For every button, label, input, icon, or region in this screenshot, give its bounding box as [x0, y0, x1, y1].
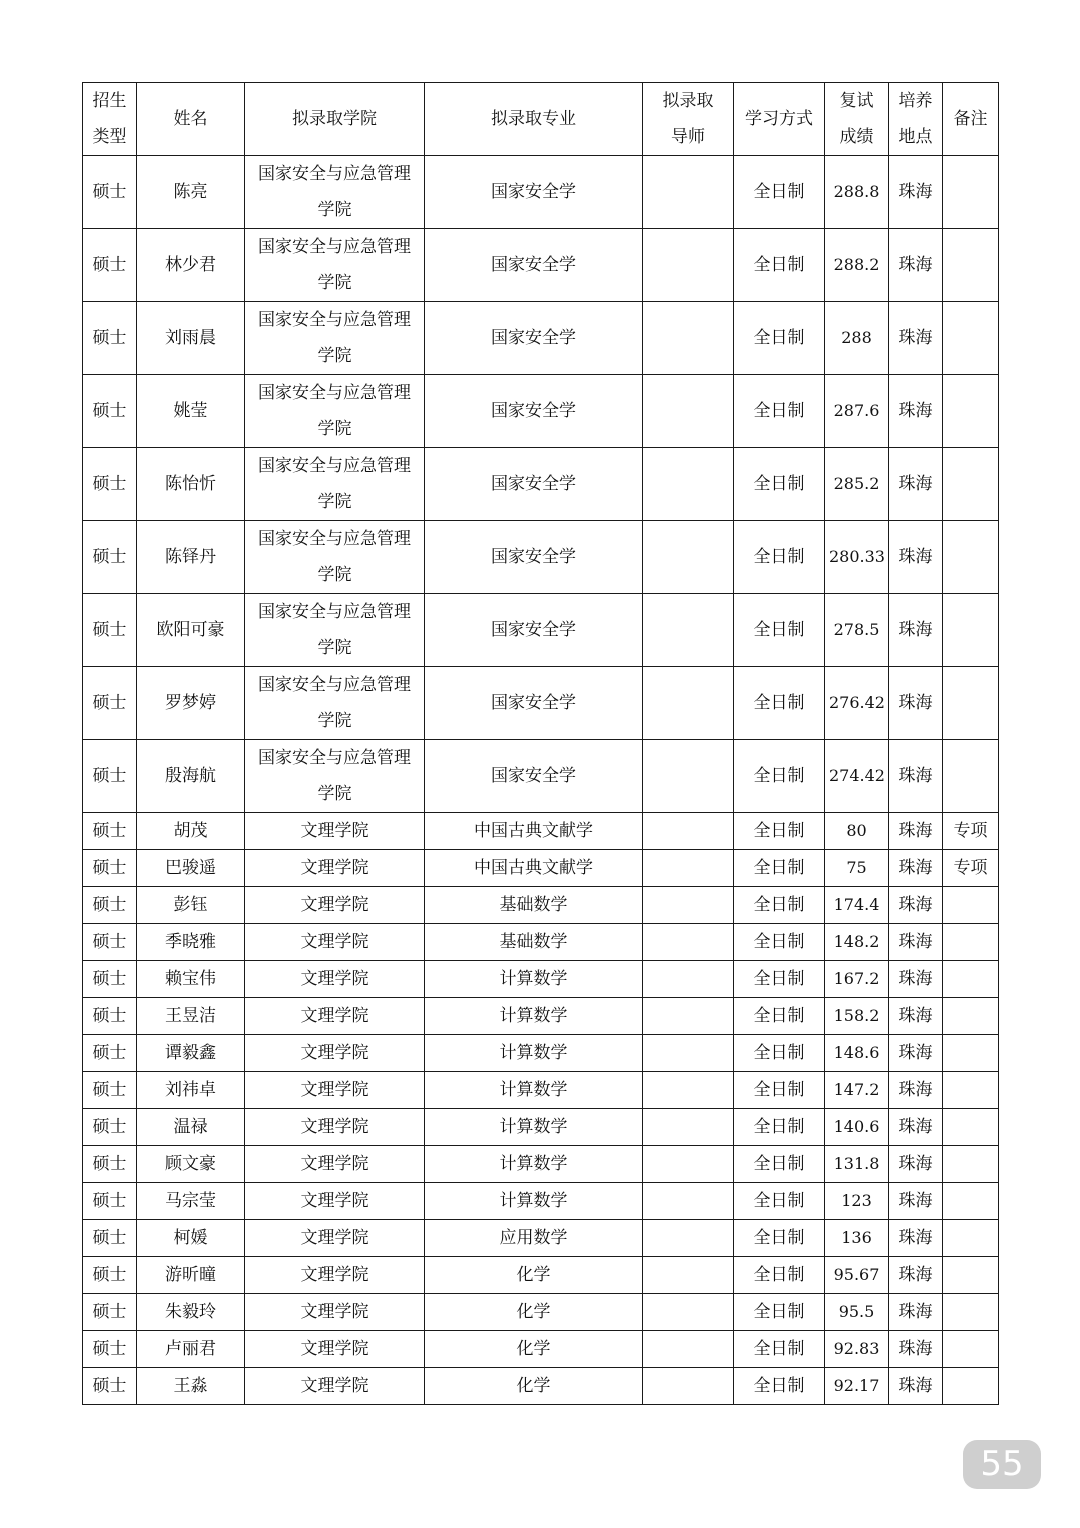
- cell-location: 珠海: [889, 667, 943, 740]
- cell-name: 陈亮: [137, 156, 245, 229]
- cell-advisor: [643, 740, 734, 813]
- cell-retest-score: 148.2: [825, 924, 889, 961]
- cell-admission-type: 硕士: [83, 1331, 137, 1368]
- cell-location: 珠海: [889, 229, 943, 302]
- cell-college: 文理学院: [245, 850, 425, 887]
- cell-note: [943, 375, 999, 448]
- cell-name: 胡茂: [137, 813, 245, 850]
- table-row: [83, 887, 999, 924]
- cell-advisor: [643, 961, 734, 998]
- cell-retest-score: 278.5: [825, 594, 889, 667]
- cell-name: 姚莹: [137, 375, 245, 448]
- cell-note: [943, 594, 999, 667]
- cell-name: 陈怡忻: [137, 448, 245, 521]
- cell-admission-type: 硕士: [83, 156, 137, 229]
- cell-study-mode: 全日制: [734, 521, 825, 594]
- cell-retest-score: 136: [825, 1220, 889, 1257]
- cell-location: 珠海: [889, 1109, 943, 1146]
- cell-study-mode: 全日制: [734, 375, 825, 448]
- cell-college: 文理学院: [245, 1146, 425, 1183]
- cell-retest-score: 92.83: [825, 1331, 889, 1368]
- cell-admission-type: 硕士: [83, 1146, 137, 1183]
- cell-location: 珠海: [889, 302, 943, 375]
- cell-admission-type: 硕士: [83, 375, 137, 448]
- cell-admission-type: 硕士: [83, 1368, 137, 1405]
- cell-major: 国家安全学: [425, 156, 643, 229]
- cell-study-mode: 全日制: [734, 850, 825, 887]
- cell-major: 化学: [425, 1257, 643, 1294]
- cell-retest-score: 167.2: [825, 961, 889, 998]
- cell-advisor: [643, 448, 734, 521]
- cell-major: 应用数学: [425, 1220, 643, 1257]
- admission-table: [82, 82, 999, 1405]
- cell-study-mode: 全日制: [734, 594, 825, 667]
- cell-advisor: [643, 156, 734, 229]
- cell-note: 专项: [943, 813, 999, 850]
- cell-location: 珠海: [889, 156, 943, 229]
- cell-college: 国家安全与应急管理 学院: [245, 229, 425, 302]
- cell-retest-score: 148.6: [825, 1035, 889, 1072]
- table-header-row: [83, 83, 999, 156]
- cell-note: [943, 961, 999, 998]
- cell-college: 国家安全与应急管理 学院: [245, 302, 425, 375]
- cell-college: 文理学院: [245, 1183, 425, 1220]
- table-row: [83, 448, 999, 521]
- table-row: [83, 740, 999, 813]
- cell-retest-score: 274.42: [825, 740, 889, 813]
- cell-retest-score: 280.33: [825, 521, 889, 594]
- cell-name: 谭毅鑫: [137, 1035, 245, 1072]
- table-row: [83, 1257, 999, 1294]
- cell-name: 朱毅玲: [137, 1294, 245, 1331]
- cell-study-mode: 全日制: [734, 1368, 825, 1405]
- cell-location: 珠海: [889, 1183, 943, 1220]
- cell-major: 国家安全学: [425, 375, 643, 448]
- cell-major: 计算数学: [425, 961, 643, 998]
- table-row: [83, 924, 999, 961]
- cell-name: 殷海航: [137, 740, 245, 813]
- header-admission-type: 招生 类型: [83, 83, 137, 156]
- cell-note: [943, 667, 999, 740]
- cell-admission-type: 硕士: [83, 961, 137, 998]
- cell-major: 国家安全学: [425, 740, 643, 813]
- cell-advisor: [643, 594, 734, 667]
- cell-location: 珠海: [889, 375, 943, 448]
- cell-study-mode: 全日制: [734, 229, 825, 302]
- table-row: [83, 375, 999, 448]
- cell-name: 欧阳可豪: [137, 594, 245, 667]
- cell-note: [943, 1220, 999, 1257]
- table-row: [83, 998, 999, 1035]
- cell-advisor: [643, 302, 734, 375]
- table-row: [83, 594, 999, 667]
- cell-name: 赖宝伟: [137, 961, 245, 998]
- cell-study-mode: 全日制: [734, 998, 825, 1035]
- cell-retest-score: 276.42: [825, 667, 889, 740]
- table-row: [83, 302, 999, 375]
- table-row: [83, 667, 999, 740]
- cell-major: 国家安全学: [425, 594, 643, 667]
- cell-college: 文理学院: [245, 924, 425, 961]
- cell-study-mode: 全日制: [734, 961, 825, 998]
- cell-study-mode: 全日制: [734, 1331, 825, 1368]
- cell-name: 顾文豪: [137, 1146, 245, 1183]
- cell-retest-score: 287.6: [825, 375, 889, 448]
- table-row: [83, 1109, 999, 1146]
- cell-retest-score: 147.2: [825, 1072, 889, 1109]
- cell-retest-score: 158.2: [825, 998, 889, 1035]
- cell-major: 中国古典文献学: [425, 850, 643, 887]
- cell-note: [943, 1331, 999, 1368]
- cell-advisor: [643, 1183, 734, 1220]
- cell-name: 王淼: [137, 1368, 245, 1405]
- cell-location: 珠海: [889, 924, 943, 961]
- table-row: [83, 813, 999, 850]
- cell-study-mode: 全日制: [734, 448, 825, 521]
- cell-retest-score: 140.6: [825, 1109, 889, 1146]
- cell-retest-score: 75: [825, 850, 889, 887]
- cell-location: 珠海: [889, 740, 943, 813]
- cell-advisor: [643, 1257, 734, 1294]
- cell-study-mode: 全日制: [734, 1257, 825, 1294]
- cell-note: [943, 229, 999, 302]
- cell-college: 国家安全与应急管理 学院: [245, 375, 425, 448]
- cell-major: 计算数学: [425, 998, 643, 1035]
- cell-name: 林少君: [137, 229, 245, 302]
- table-row: [83, 1368, 999, 1405]
- cell-note: [943, 887, 999, 924]
- cell-note: [943, 521, 999, 594]
- table-row: [83, 1183, 999, 1220]
- cell-college: 文理学院: [245, 813, 425, 850]
- cell-note: [943, 1257, 999, 1294]
- cell-retest-score: 288.2: [825, 229, 889, 302]
- cell-advisor: [643, 375, 734, 448]
- cell-admission-type: 硕士: [83, 998, 137, 1035]
- cell-location: 珠海: [889, 1368, 943, 1405]
- header-study-mode: 学习方式: [734, 83, 825, 156]
- cell-location: 珠海: [889, 998, 943, 1035]
- cell-major: 基础数学: [425, 924, 643, 961]
- table-row: [83, 1220, 999, 1257]
- cell-name: 游昕曈: [137, 1257, 245, 1294]
- cell-advisor: [643, 998, 734, 1035]
- cell-admission-type: 硕士: [83, 1183, 137, 1220]
- cell-college: 文理学院: [245, 1035, 425, 1072]
- cell-note: [943, 1109, 999, 1146]
- cell-note: [943, 302, 999, 375]
- cell-name: 陈铎丹: [137, 521, 245, 594]
- cell-college: 文理学院: [245, 1331, 425, 1368]
- table-row: [83, 961, 999, 998]
- cell-name: 卢丽君: [137, 1331, 245, 1368]
- cell-note: [943, 448, 999, 521]
- cell-retest-score: 285.2: [825, 448, 889, 521]
- cell-advisor: [643, 1220, 734, 1257]
- cell-name: 刘雨晨: [137, 302, 245, 375]
- cell-major: 计算数学: [425, 1035, 643, 1072]
- cell-location: 珠海: [889, 521, 943, 594]
- cell-location: 珠海: [889, 1035, 943, 1072]
- cell-admission-type: 硕士: [83, 1220, 137, 1257]
- cell-advisor: [643, 1109, 734, 1146]
- header-college: 拟录取学院: [245, 83, 425, 156]
- cell-note: [943, 1146, 999, 1183]
- cell-advisor: [643, 850, 734, 887]
- cell-location: 珠海: [889, 1331, 943, 1368]
- cell-college: 文理学院: [245, 1109, 425, 1146]
- cell-study-mode: 全日制: [734, 1294, 825, 1331]
- cell-note: [943, 156, 999, 229]
- table-body: [83, 156, 999, 1405]
- header-location: 培养 地点: [889, 83, 943, 156]
- cell-admission-type: 硕士: [83, 850, 137, 887]
- cell-college: 文理学院: [245, 1072, 425, 1109]
- cell-admission-type: 硕士: [83, 448, 137, 521]
- cell-study-mode: 全日制: [734, 1220, 825, 1257]
- cell-major: 基础数学: [425, 887, 643, 924]
- cell-note: [943, 998, 999, 1035]
- header-note: 备注: [943, 83, 999, 156]
- cell-major: 国家安全学: [425, 521, 643, 594]
- table-row: [83, 1146, 999, 1183]
- cell-retest-score: 131.8: [825, 1146, 889, 1183]
- cell-note: [943, 924, 999, 961]
- cell-retest-score: 95.5: [825, 1294, 889, 1331]
- table-row: [83, 521, 999, 594]
- cell-note: [943, 1294, 999, 1331]
- cell-location: 珠海: [889, 1220, 943, 1257]
- cell-retest-score: 92.17: [825, 1368, 889, 1405]
- cell-location: 珠海: [889, 1257, 943, 1294]
- cell-advisor: [643, 521, 734, 594]
- cell-admission-type: 硕士: [83, 302, 137, 375]
- cell-major: 国家安全学: [425, 302, 643, 375]
- cell-retest-score: 95.67: [825, 1257, 889, 1294]
- cell-major: 国家安全学: [425, 448, 643, 521]
- header-major: 拟录取专业: [425, 83, 643, 156]
- table-row: [83, 1035, 999, 1072]
- cell-major: 化学: [425, 1331, 643, 1368]
- cell-major: 国家安全学: [425, 229, 643, 302]
- cell-study-mode: 全日制: [734, 740, 825, 813]
- cell-admission-type: 硕士: [83, 740, 137, 813]
- cell-retest-score: 288: [825, 302, 889, 375]
- table-row: [83, 1294, 999, 1331]
- cell-study-mode: 全日制: [734, 924, 825, 961]
- cell-retest-score: 80: [825, 813, 889, 850]
- cell-advisor: [643, 229, 734, 302]
- cell-major: 中国古典文献学: [425, 813, 643, 850]
- page-number-badge: 55: [963, 1440, 1041, 1489]
- table-row: [83, 156, 999, 229]
- cell-retest-score: 288.8: [825, 156, 889, 229]
- cell-advisor: [643, 1368, 734, 1405]
- cell-advisor: [643, 1294, 734, 1331]
- cell-college: 文理学院: [245, 961, 425, 998]
- cell-admission-type: 硕士: [83, 1072, 137, 1109]
- cell-admission-type: 硕士: [83, 229, 137, 302]
- table-row: [83, 1072, 999, 1109]
- cell-study-mode: 全日制: [734, 156, 825, 229]
- cell-college: 文理学院: [245, 1257, 425, 1294]
- cell-college: 文理学院: [245, 1220, 425, 1257]
- cell-advisor: [643, 1146, 734, 1183]
- cell-major: 计算数学: [425, 1183, 643, 1220]
- cell-location: 珠海: [889, 1294, 943, 1331]
- cell-study-mode: 全日制: [734, 302, 825, 375]
- cell-name: 刘祎卓: [137, 1072, 245, 1109]
- cell-study-mode: 全日制: [734, 1109, 825, 1146]
- cell-name: 季晓雅: [137, 924, 245, 961]
- cell-college: 国家安全与应急管理 学院: [245, 594, 425, 667]
- cell-admission-type: 硕士: [83, 521, 137, 594]
- cell-location: 珠海: [889, 961, 943, 998]
- cell-admission-type: 硕士: [83, 667, 137, 740]
- cell-college: 国家安全与应急管理 学院: [245, 521, 425, 594]
- header-retest-score: 复试 成绩: [825, 83, 889, 156]
- cell-college: 文理学院: [245, 1368, 425, 1405]
- cell-note: [943, 1035, 999, 1072]
- cell-study-mode: 全日制: [734, 667, 825, 740]
- cell-name: 巴骏遥: [137, 850, 245, 887]
- cell-major: 计算数学: [425, 1146, 643, 1183]
- cell-college: 国家安全与应急管理 学院: [245, 448, 425, 521]
- cell-location: 珠海: [889, 813, 943, 850]
- cell-advisor: [643, 1331, 734, 1368]
- table-row: [83, 1331, 999, 1368]
- cell-admission-type: 硕士: [83, 1257, 137, 1294]
- cell-study-mode: 全日制: [734, 813, 825, 850]
- table-row: [83, 229, 999, 302]
- cell-location: 珠海: [889, 887, 943, 924]
- cell-college: 国家安全与应急管理 学院: [245, 740, 425, 813]
- cell-note: [943, 1368, 999, 1405]
- cell-major: 化学: [425, 1368, 643, 1405]
- cell-name: 彭钰: [137, 887, 245, 924]
- cell-admission-type: 硕士: [83, 1109, 137, 1146]
- cell-note: 专项: [943, 850, 999, 887]
- cell-advisor: [643, 887, 734, 924]
- cell-note: [943, 1072, 999, 1109]
- cell-name: 罗梦婷: [137, 667, 245, 740]
- cell-major: 计算数学: [425, 1072, 643, 1109]
- cell-name: 王昱洁: [137, 998, 245, 1035]
- cell-admission-type: 硕士: [83, 1035, 137, 1072]
- cell-major: 化学: [425, 1294, 643, 1331]
- cell-college: 文理学院: [245, 1294, 425, 1331]
- cell-study-mode: 全日制: [734, 1146, 825, 1183]
- cell-location: 珠海: [889, 1072, 943, 1109]
- cell-location: 珠海: [889, 448, 943, 521]
- header-name: 姓名: [137, 83, 245, 156]
- cell-advisor: [643, 924, 734, 961]
- cell-retest-score: 123: [825, 1183, 889, 1220]
- cell-note: [943, 740, 999, 813]
- cell-location: 珠海: [889, 850, 943, 887]
- cell-study-mode: 全日制: [734, 1183, 825, 1220]
- cell-location: 珠海: [889, 1146, 943, 1183]
- cell-advisor: [643, 813, 734, 850]
- header-advisor: 拟录取 导师: [643, 83, 734, 156]
- cell-study-mode: 全日制: [734, 1035, 825, 1072]
- cell-note: [943, 1183, 999, 1220]
- cell-admission-type: 硕士: [83, 887, 137, 924]
- cell-major: 计算数学: [425, 1109, 643, 1146]
- cell-location: 珠海: [889, 594, 943, 667]
- cell-admission-type: 硕士: [83, 924, 137, 961]
- cell-advisor: [643, 1072, 734, 1109]
- cell-name: 马宗莹: [137, 1183, 245, 1220]
- cell-admission-type: 硕士: [83, 594, 137, 667]
- cell-college: 文理学院: [245, 887, 425, 924]
- cell-study-mode: 全日制: [734, 887, 825, 924]
- cell-admission-type: 硕士: [83, 813, 137, 850]
- cell-college: 文理学院: [245, 998, 425, 1035]
- cell-name: 柯媛: [137, 1220, 245, 1257]
- cell-admission-type: 硕士: [83, 1294, 137, 1331]
- cell-college: 国家安全与应急管理 学院: [245, 667, 425, 740]
- cell-college: 国家安全与应急管理 学院: [245, 156, 425, 229]
- cell-study-mode: 全日制: [734, 1072, 825, 1109]
- cell-retest-score: 174.4: [825, 887, 889, 924]
- cell-advisor: [643, 1035, 734, 1072]
- cell-advisor: [643, 667, 734, 740]
- cell-name: 温禄: [137, 1109, 245, 1146]
- cell-major: 国家安全学: [425, 667, 643, 740]
- table-row: [83, 850, 999, 887]
